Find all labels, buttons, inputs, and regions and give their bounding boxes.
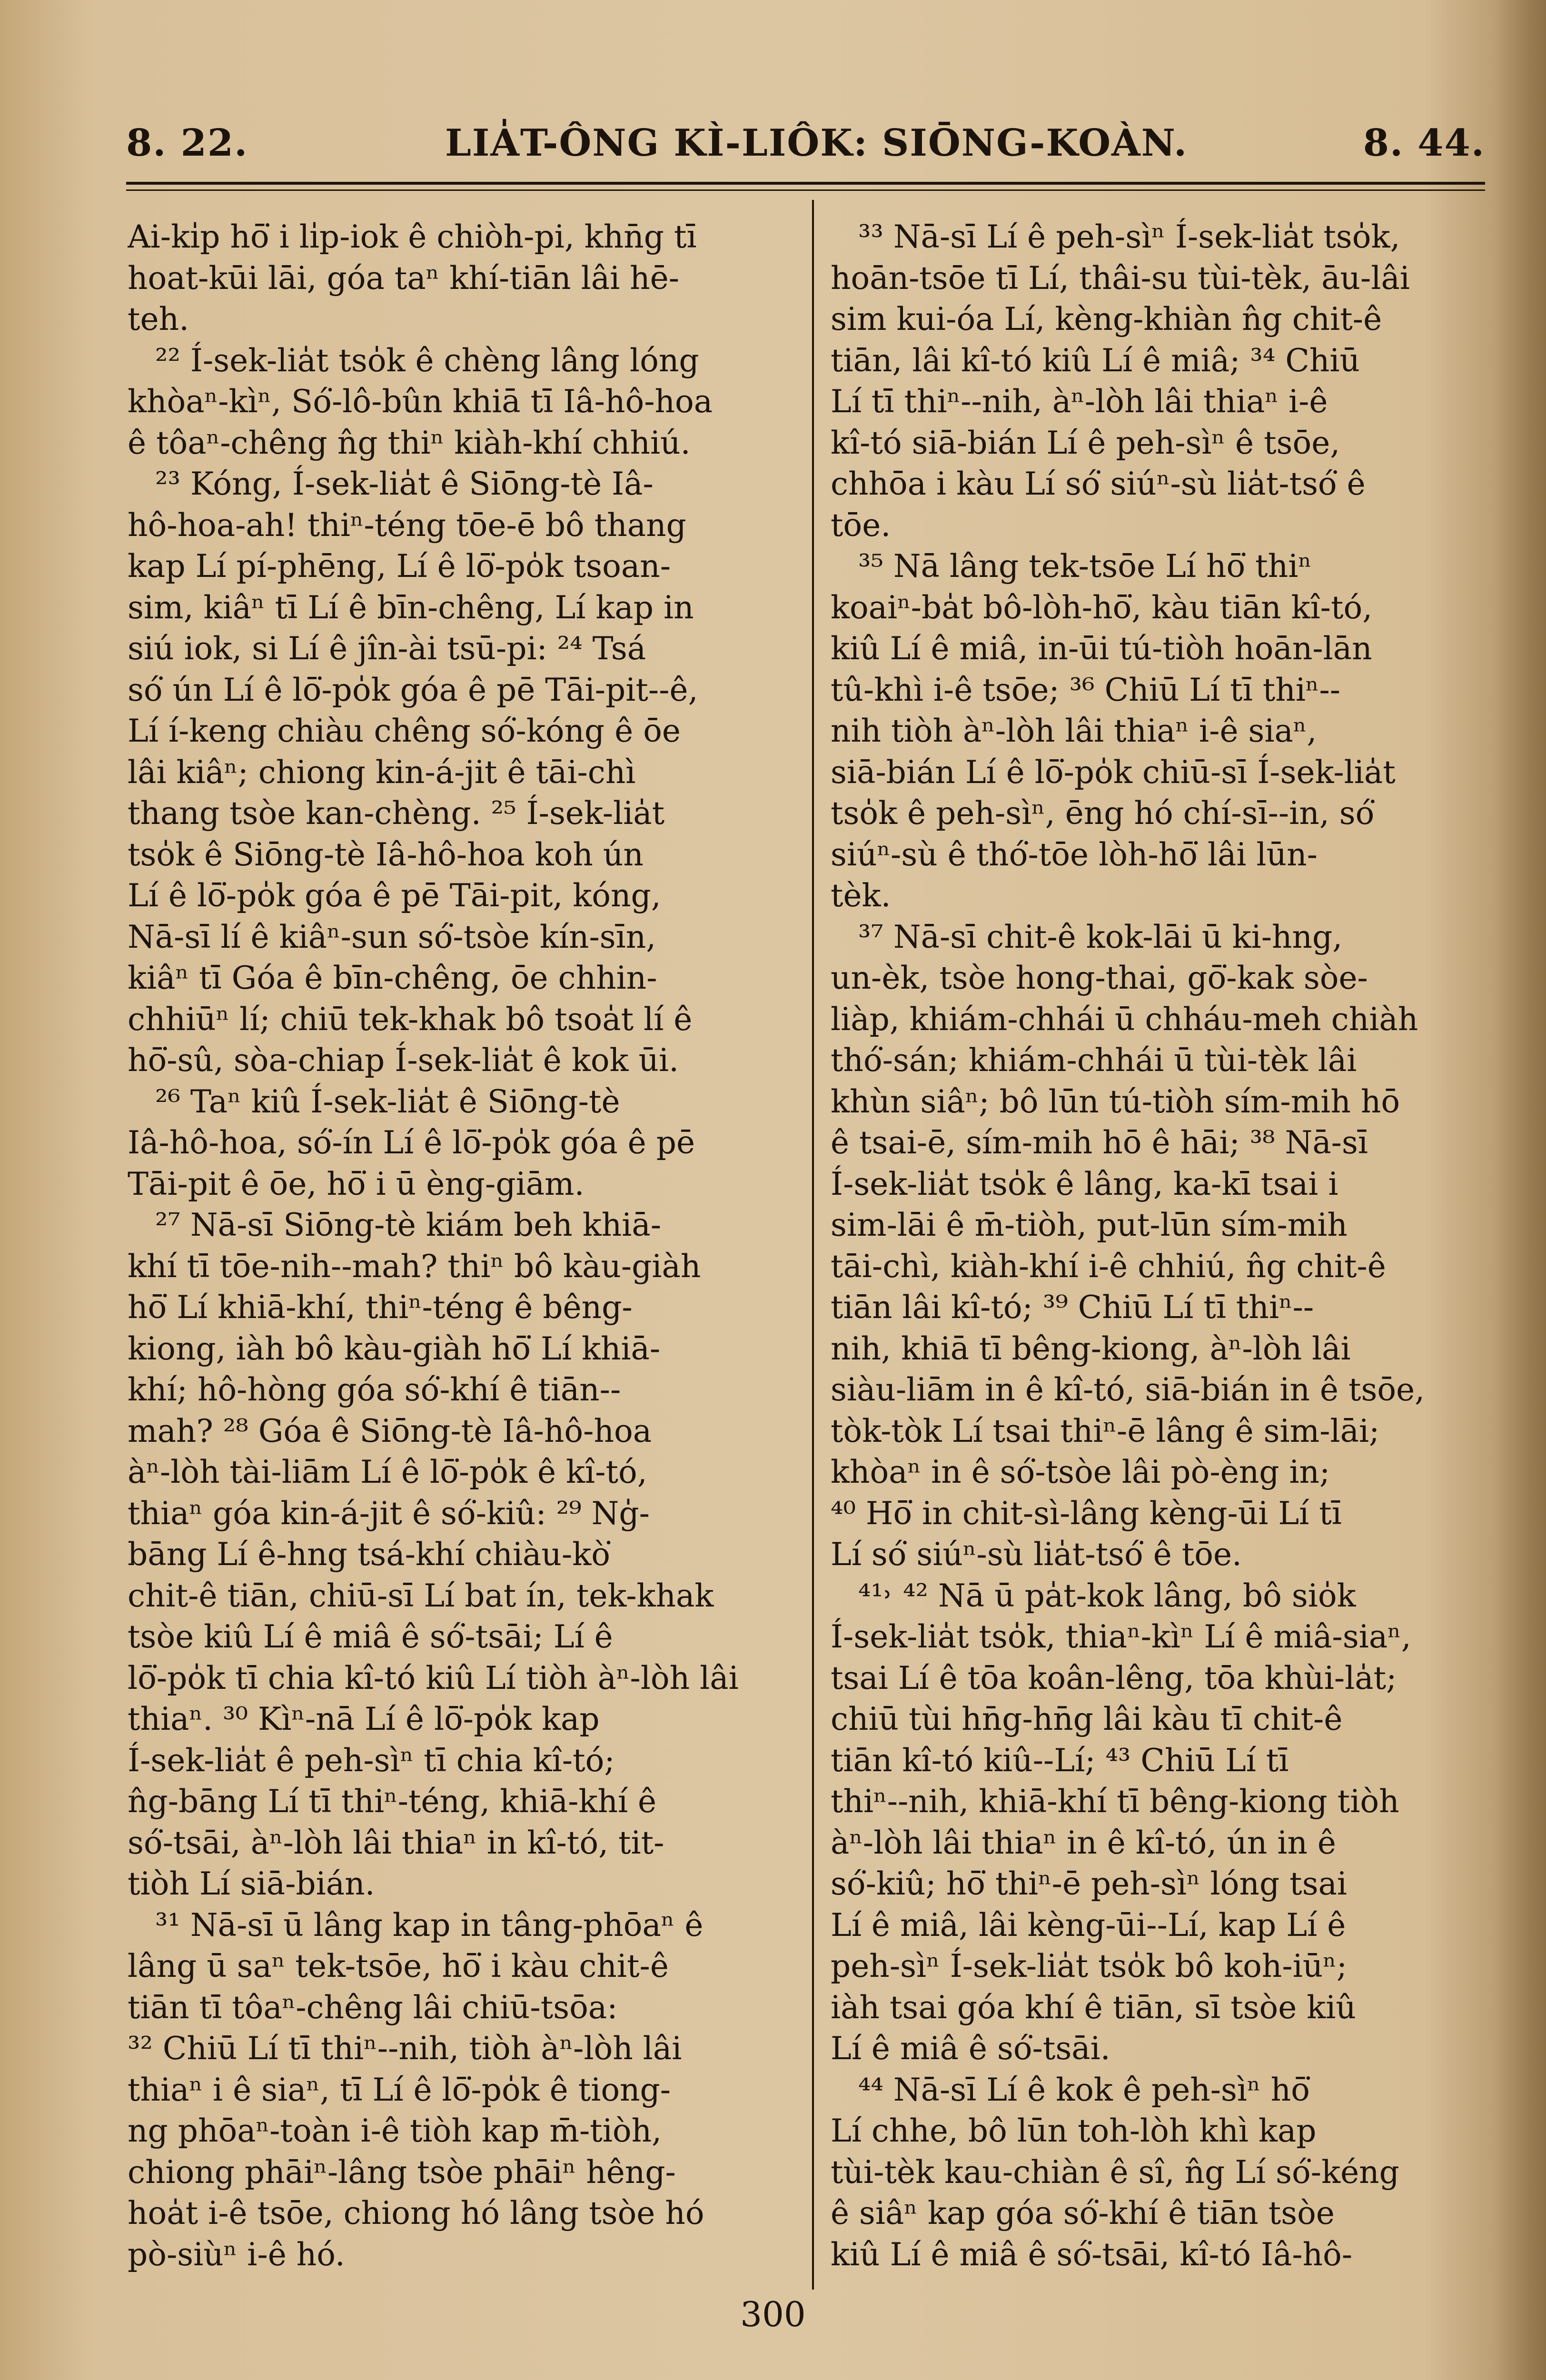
text-line: un-èk, tsòe hong-thai, gō͘-kak sòe- [831,960,1368,996]
text-line: ²⁷ Nā-sī Siōng-tè kiám beh khiā- [155,1207,661,1243]
text-line: Lí ê lō͘-po̍k góa ê pē Tāi-pit, kóng, [128,877,661,914]
text-line: hoa̍t i-ê tsōe, chiong hó lâng tsòe hó [128,2195,704,2231]
text-line: só͘-kiû; hō͘ thiⁿ-ē peh-sìⁿ lóng tsai [831,1865,1348,1902]
header-rule-thick [126,182,1485,185]
text-line: khí; hô-hòng góa só͘-khí ê tiān-- [128,1371,621,1408]
column-divider [812,200,814,2290]
header-title: LIA̍T-ÔNG KÌ-LIÔK: SIŌNG-KOÀN. [445,121,1188,165]
text-line: tû-khì i-ê tsōe; ³⁶ Chiū Lí tī thiⁿ-- [831,671,1341,708]
text-line: thang tsòe kan-chèng. ²⁵ Í-sek-lia̍t [128,795,665,832]
text-line: tiān, lâi kî-tó kiû Lí ê miâ; ³⁴ Chiū [831,342,1360,379]
text-line: sim kui-óa Lí, kèng-khiàn n̂g chit-ê [831,301,1382,337]
text-line: Lí í-keng chiàu chêng só͘-kóng ê ōe [128,713,681,749]
text-line: Lí ê miâ ê só͘-tsāi. [831,2030,1110,2067]
right-text-column [831,217,1495,2297]
text-line: chit-ê tiān, chiū-sī Lí bat ín, tek-khak [128,1577,714,1614]
text-line: sim-lāi ê m̄-tiòh, put-lūn sím-mih [831,1207,1348,1243]
page-number: 300 [740,2294,806,2334]
text-line: sim, kiâⁿ tī Lí ê bīn-chêng, Lí kap in [128,589,694,626]
text-line: Lí só͘ siúⁿ-sù lia̍t-tsó͘ ê tōe. [831,1536,1242,1573]
text-line: lâng ū saⁿ tek-tsōe, hō͘ i kàu chit-ê [128,1948,669,1984]
text-line: Lí tī thiⁿ--nih, àⁿ-lòh lâi thiaⁿ i-ê [831,383,1328,420]
text-line: n̂g-bāng Lí tī thiⁿ-téng, khiā-khí ê [128,1783,657,1820]
text-line: khòaⁿ in ê só͘-tsòe lâi pò-èng in; [831,1454,1330,1490]
text-line: chiong phāiⁿ-lâng tsòe phāiⁿ hêng- [128,2153,676,2191]
text-line: teh. [128,301,189,337]
text-line: Iâ-hô-hoa, só͘-ín Lí ê lō͘-po̍k góa ê pē [128,1124,695,1161]
text-line: kiû Lí ê miâ ê só͘-tsāi, kî-tó Iâ-hô- [831,2236,1353,2273]
text-line: ³⁷ Nā-sī chit-ê kok-lāi ū ki-hng, [858,918,1343,955]
text-line: kiû Lí ê miâ, in-ūi tú-tiòh hoān-lān [831,630,1372,667]
text-line: chhōa i kàu Lí só͘ siúⁿ-sù lia̍t-tsó͘ ê [831,466,1366,502]
text-line: khòaⁿ-kìⁿ, Só͘-lô-bûn khiā tī Iâ-hô-hoa [128,383,713,420]
text-line: ê tôaⁿ-chêng n̂g thiⁿ kiàh-khí chhiú. [128,424,691,461]
text-line: ⁴⁰ Hō͘ in chit-sì-lâng kèng-ūi Lí tī [831,1495,1342,1532]
text-line: tāi-chì, kiàh-khí i-ê chhiú, n̂g chit-ê [831,1248,1386,1285]
text-line: Lí ê miâ, lâi kèng-ūi--Lí, kap Lí ê [831,1906,1346,1944]
text-line: peh-sìⁿ Í-sek-lia̍t tso̍k bô koh-iūⁿ; [831,1948,1348,1984]
text-line: bāng Lí ê-hng tsá-khí chiàu-kò͘ [128,1536,610,1573]
text-line: thiaⁿ góa kin-á-jit ê só͘-kiû: ²⁹ Ng̍- [128,1495,650,1532]
text-line: siú iok, si Lí ê jîn-ài tsū-pi: ²⁴ Tsá [128,630,646,667]
text-line: tùi-tèk kau-chiàn ê sî, n̂g Lí só͘-kéng [831,2153,1399,2191]
text-line: siúⁿ-sù ê thó͘-tōe lòh-hō͘ lâi lūn- [831,836,1318,873]
text-line: tiān tī tôaⁿ-chêng lâi chiū-tsōa: [128,1989,618,2026]
text-line: ng phōaⁿ-toàn i-ê tiòh kap m̄-tiòh, [128,2112,662,2149]
text-line: ³² Chiū Lí tī thiⁿ--nih, tiòh àⁿ-lòh lâi [128,2030,682,2067]
text-line: ³³ Nā-sī Lí ê peh-sìⁿ Í-sek-lia̍t tso̍k, [858,218,1400,255]
text-line: thiⁿ--nih, khiā-khí tī bêng-kiong tiòh [831,1783,1399,1820]
text-line: ê tsai-ē, sím-mih hō ê hāi; ³⁸ Nā-sī [831,1124,1368,1161]
header-end-verse: 8. 44. [1363,121,1485,165]
text-line: hoān-tsōe tī Lí, thâi-su tùi-tèk, āu-lâi [831,259,1410,297]
text-line: mah? ²⁸ Góa ê Siōng-tè Iâ-hô-hoa [128,1412,652,1449]
text-line: chhiūⁿ lí; chiū tek-khak bô tsoa̍t lí ê [128,1001,693,1038]
text-line: thó͘-sán; khiám-chhái ū tùi-tèk lâi [831,1042,1357,1079]
text-line: tsòe kiû Lí ê miâ ê só͘-tsāi; Lí ê [128,1618,613,1655]
text-line: Nā-sī lí ê kiâⁿ-sun só͘-tsòe kín-sīn, [128,918,656,955]
text-line: hoat-kūi lāi, góa taⁿ khí-tiān lâi hē- [128,259,680,297]
text-line: àⁿ-lòh lâi thiaⁿ in ê kî-tó, ún in ê [831,1824,1336,1861]
text-line: tiān lâi kî-tó; ³⁹ Chiū Lí tī thiⁿ-- [831,1289,1314,1326]
text-line: iàh tsai góa khí ê tiān, sī tsòe kiû [831,1989,1356,2026]
running-header [126,121,1485,183]
text-line: siā-bián Lí ê lō͘-po̍k chiū-sī Í-sek-lia̍t [831,754,1396,791]
text-line: nih, khiā tī bêng-kiong, àⁿ-lòh lâi [831,1330,1351,1367]
text-line: tiòh Lí siā-bián. [128,1865,375,1902]
text-line: ⁴⁴ Nā-sī Lí ê kok ê peh-sìⁿ hō͘ [858,2071,1310,2108]
left-text-column [128,217,800,2297]
text-line: Í-sek-lia̍t ê peh-sìⁿ tī chia kî-tó; [128,1742,615,1779]
text-line: thiaⁿ. ³⁰ Kìⁿ-nā Lí ê lō͘-po̍k kap [128,1701,600,1737]
text-line: kiong, iàh bô kàu-giàh hō͘ Lí khiā- [128,1330,661,1367]
text-line: ê siâⁿ kap góa só͘-khí ê tiān tsòe [831,2195,1335,2231]
text-line: liàp, khiám-chhái ū chháu-meh chiàh [831,1001,1418,1038]
text-line: Í-sek-lia̍t tso̍k ê lâng, ka-kī tsai i [831,1165,1338,1202]
text-line: Í-sek-lia̍t tso̍k, thiaⁿ-kìⁿ Lí ê miâ-siaⁿ, [831,1618,1411,1655]
text-line: só͘ ún Lí ê lō͘-po̍k góa ê pē Tāi-pit--ê, [128,671,698,708]
text-line: tèk. [831,877,891,914]
text-line: kap Lí pí-phēng, Lí ê lō͘-po̍k tsoan- [128,548,671,585]
text-line: koaiⁿ-ba̍t bô-lòh-hō͘, kàu tiān kî-tó, [831,589,1373,626]
text-line: ³¹ Nā-sī ū lâng kap in tâng-phōaⁿ ê [155,1906,704,1944]
text-line: ²² Í-sek-lia̍t tso̍k ê chèng lâng lóng [155,342,699,379]
text-line: khí tī tōe-nih--mah? thiⁿ bô kàu-giàh [128,1248,701,1285]
text-line: pò-siùⁿ i-ê hó. [128,2236,345,2273]
text-line: thiaⁿ i ê siaⁿ, tī Lí ê lō͘-po̍k ê tiong- [128,2071,671,2108]
text-line: ⁴¹˒ ⁴² Nā ū pa̍t-kok lâng, bô sio̍k [858,1577,1356,1614]
text-line: tiān kî-tó kiû--Lí; ⁴³ Chiū Lí tī [831,1742,1289,1779]
text-line: Ai-ki̍p hō͘ i li̍p-iok ê chiòh-pi, khn̄g tī [128,218,697,255]
text-line: tōe. [831,506,891,544]
text-line: chiū tùi hn̄g-hn̄g lâi kàu tī chit-ê [831,1701,1343,1737]
text-line: ²⁶ Taⁿ kiû Í-sek-lia̍t ê Siōng-tè [155,1083,620,1120]
text-line: àⁿ-lòh tài-liām Lí ê lō͘-po̍k ê kî-tó, [128,1454,647,1490]
header-start-verse: 8. 22. [126,121,248,165]
text-line: nih tiòh àⁿ-lòh lâi thiaⁿ i-ê siaⁿ, [831,713,1317,749]
text-line: só͘-tsāi, àⁿ-lòh lâi thiaⁿ in kî-tó, tit- [128,1824,664,1861]
text-line: lâi kiâⁿ; chiong kin-á-jit ê tāi-chì [128,754,636,791]
text-line: tòk-tòk Lí tsai thiⁿ-ē lâng ê sim-lāi; [831,1412,1380,1449]
text-line: Tāi-pit ê ōe, hō͘ i ū èng-giām. [128,1165,585,1202]
text-line: Lí chhe, bô lūn toh-lòh khì kap [831,2112,1317,2149]
text-line: kiâⁿ tī Góa ê bīn-chêng, ōe chhin- [128,960,657,996]
header-rule-thin [126,189,1485,191]
text-line: siàu-liām in ê kî-tó, siā-bián in ê tsōe, [831,1371,1425,1408]
text-line: hô-hoa-ah! thiⁿ-téng tōe-ē bô thang [128,506,686,544]
text-line: tsai Lí ê tōa koân-lêng, tōa khùi-la̍t; [831,1659,1397,1696]
text-line: hō͘-sû, sòa-chiap Í-sek-lia̍t ê kok ūi. [128,1042,679,1079]
text-line: khùn siâⁿ; bô lūn tú-tiòh sím-mih hō [831,1083,1400,1120]
text-line: hō͘ Lí khiā-khí, thiⁿ-téng ê bêng- [128,1289,633,1326]
text-line: tso̍k ê Siōng-tè Iâ-hô-hoa koh ún [128,836,644,873]
text-line: tso̍k ê peh-sìⁿ, ēng hó chí-sī--in, só͘ [831,795,1375,832]
text-line: ³⁵ Nā lâng tek-tsōe Lí hō͘ thiⁿ [858,548,1312,585]
text-line: kî-tó siā-bián Lí ê peh-sìⁿ ê tsōe, [831,424,1340,461]
text-line: ²³ Kóng, Í-sek-lia̍t ê Siōng-tè Iâ- [155,466,654,502]
text-line: lō͘-po̍k tī chia kî-tó kiû Lí tiòh àⁿ-lòh lâi [128,1659,739,1696]
